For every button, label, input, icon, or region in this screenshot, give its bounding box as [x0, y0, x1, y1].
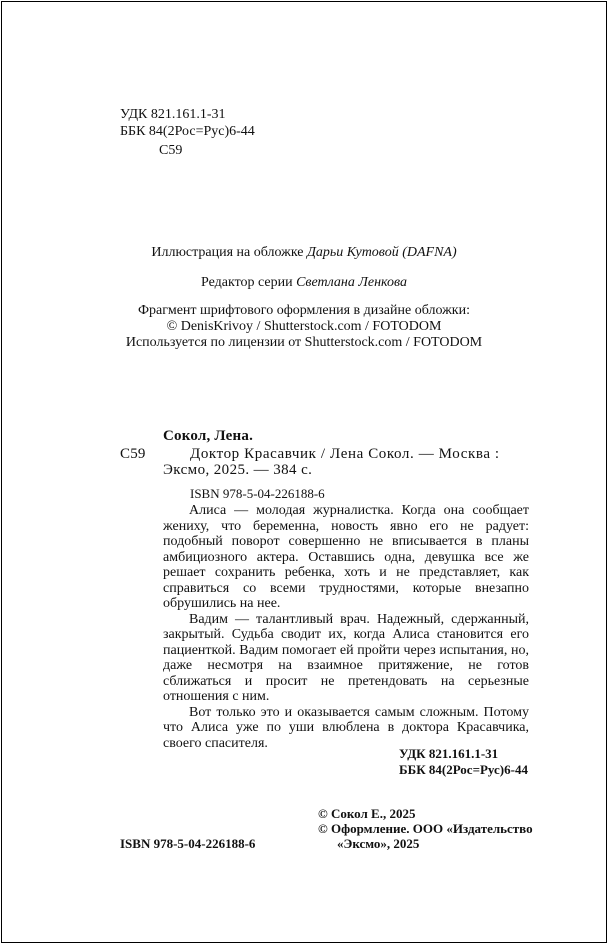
record-code: С59	[120, 446, 146, 462]
copyright-author: © Сокол Е., 2025	[318, 806, 416, 821]
font-credit-line3: Используется по лицензии от Shutterstock.com / FOTODOM	[125, 335, 483, 350]
header-bbk: ББК 84(2Рос=Рус)6-44	[120, 124, 255, 139]
editor-credit	[2, 275, 606, 291]
copyright-publisher: «Эксмо», 2025	[337, 836, 420, 851]
illustration-prefix: Иллюстрация на обложке	[151, 245, 307, 260]
header-udk: УДК 821.161.1-31	[120, 107, 226, 122]
book-imprint-page	[1, 1, 607, 943]
font-credit-line2: © DenisKrivoy / Shutterstock.com / FOTODOM	[166, 319, 442, 334]
illustration-credit	[2, 245, 606, 261]
header-code: С59	[159, 143, 183, 158]
annotation-paragraph-1: Алиса — молодая журналистка. Когда она сообщает жениху, что беременна, новость явно его не радует: подобный поворот совершенно не вписывается в планы амбициозного актера. Оставшись одна, девушка все же решает сохранить ребенка, хоть и не представляет, как справиться со всеми трудностями, которые внезапно обрушились на нее.	[163, 503, 529, 611]
illustration-name: Дарьи Кутовой (DAFNA)	[307, 245, 457, 260]
index-udk: УДК 821.161.1-31	[399, 746, 499, 761]
footer-isbn: ISBN 978-5-04-226188-6	[120, 836, 256, 851]
record-author: Сокол, Лена.	[163, 428, 254, 444]
annotation-paragraph-3: Вот только это и оказывается самым сложным. Потому что Алиса уже по уши влюблена в доктора Красавчика, своего спасителя.	[163, 704, 529, 751]
editor-name: Светлана Ленкова	[296, 275, 408, 290]
record-title-line1: Доктор Красавчик / Лена Сокол. — Москва :	[190, 446, 500, 462]
annotation	[163, 503, 529, 751]
copyright-design: © Оформление. ООО «Издательство	[318, 821, 533, 836]
annotation-paragraph-2: Вадим — талантливый врач. Надежный, сдержанный, закрытый. Судьба сводит их, когда Алиса становится его пациенткой. Вадим помогает ей пройти через испытания, но, даже несмотря на взаимное притяжение, не готов сближаться и просит не претендовать на серьезные отношения с ним.	[163, 611, 529, 704]
copyright-block	[318, 806, 533, 851]
record-isbn: ISBN 978-5-04-226188-6	[190, 486, 325, 501]
index-bbk: ББК 84(2Рос=Рус)6-44	[399, 762, 528, 777]
font-credit-line1: Фрагмент шрифтового оформления в дизайне обложки:	[138, 303, 470, 318]
record-title-line2: Эксмо, 2025. — 384 с.	[163, 462, 313, 478]
editor-prefix: Редактор серии	[200, 275, 297, 290]
